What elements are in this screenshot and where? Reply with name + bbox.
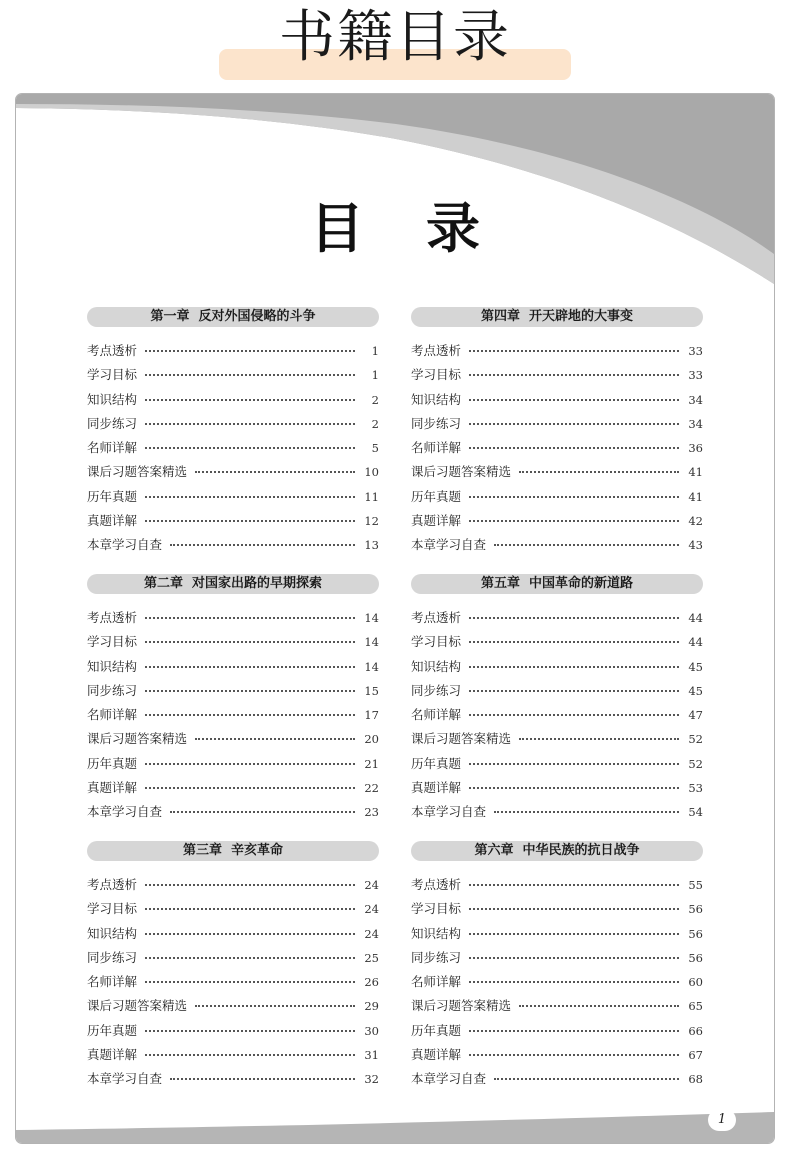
entry-page-number: 2 <box>371 392 379 407</box>
dot-leader <box>469 981 679 983</box>
entry-label: 课后习题答案精选 <box>411 998 512 1014</box>
dot-leader <box>145 763 355 765</box>
entry-label: 学习目标 <box>411 634 462 650</box>
chapter-section <box>87 574 379 827</box>
entry-page-number: 47 <box>688 708 703 723</box>
dot-leader <box>469 763 679 765</box>
toc-entry[interactable] <box>87 608 379 632</box>
dot-leader <box>145 981 355 983</box>
entry-label: 名师详解 <box>87 440 138 456</box>
entry-page-number: 1 <box>371 368 379 383</box>
toc-entry[interactable] <box>87 899 379 923</box>
toc-entry[interactable] <box>87 414 379 438</box>
entry-page-number: 54 <box>688 805 703 820</box>
entry-page-number: 56 <box>688 950 703 965</box>
entry-label: 课后习题答案精选 <box>411 731 512 747</box>
entry-label: 历年真题 <box>411 1022 462 1038</box>
entry-label: 真题详解 <box>411 780 462 796</box>
entry-label: 学习目标 <box>87 901 138 917</box>
entry-label: 名师详解 <box>411 440 462 456</box>
entry-page-number: 52 <box>688 732 703 747</box>
toc-entry[interactable] <box>87 487 379 511</box>
chapter-title: 第三章 辛亥革命 <box>87 841 379 861</box>
entry-label: 考点透析 <box>411 343 462 358</box>
entry-page-number: 22 <box>364 781 379 796</box>
chapter-title: 第二章 对国家出路的早期探索 <box>87 574 379 594</box>
entry-label: 历年真题 <box>87 488 138 504</box>
toc-entry[interactable] <box>411 511 703 535</box>
toc-entry[interactable] <box>87 365 379 389</box>
dot-leader <box>469 350 679 352</box>
dot-leader <box>469 1054 679 1056</box>
entry-page-number: 55 <box>688 878 703 892</box>
entry-label: 本章学习自查 <box>87 537 163 553</box>
entry-page-number: 5 <box>371 441 379 456</box>
entry-label: 本章学习自查 <box>411 537 487 553</box>
dot-leader <box>494 1078 679 1080</box>
toc-entry[interactable] <box>87 948 379 972</box>
toc-entry[interactable] <box>87 802 379 826</box>
entry-label: 同步练习 <box>411 682 462 698</box>
dot-leader <box>145 666 355 668</box>
entry-page-number: 15 <box>364 683 379 698</box>
dot-leader <box>145 1054 355 1056</box>
toc-entry[interactable] <box>87 1021 379 1045</box>
dot-leader <box>145 617 355 619</box>
dot-leader <box>170 1078 355 1080</box>
toc-entry[interactable] <box>87 1069 379 1093</box>
entry-label: 考点透析 <box>411 877 462 892</box>
toc-entry[interactable] <box>411 802 703 826</box>
entry-page-number: 33 <box>688 344 703 358</box>
toc-entry[interactable] <box>87 341 379 365</box>
dot-leader <box>469 957 679 959</box>
bottom-band <box>16 1112 774 1143</box>
entry-page-number: 45 <box>688 683 703 698</box>
entry-label: 同步练习 <box>87 682 138 698</box>
dot-leader <box>519 471 679 473</box>
entry-label: 本章学习自查 <box>87 804 163 820</box>
entry-page-number: 56 <box>688 926 703 941</box>
dot-leader <box>145 641 355 643</box>
entry-page-number: 67 <box>688 1048 703 1063</box>
dot-leader <box>469 399 679 401</box>
entry-label: 课后习题答案精选 <box>411 464 512 480</box>
dot-leader <box>145 933 355 935</box>
chapter-section <box>411 841 703 1094</box>
entry-label: 学习目标 <box>411 901 462 917</box>
dot-leader <box>145 423 355 425</box>
entry-page-number: 25 <box>364 950 379 965</box>
entry-label: 知识结构 <box>87 925 138 941</box>
entry-page-number: 65 <box>688 999 703 1014</box>
entry-page-number: 2 <box>371 416 379 431</box>
entry-page-number: 14 <box>364 611 379 625</box>
toc-entry[interactable] <box>411 632 703 656</box>
entry-page-number: 30 <box>364 1023 379 1038</box>
dot-leader <box>145 350 355 352</box>
chapter-section <box>411 574 703 827</box>
dot-leader <box>170 811 355 813</box>
toc-entry[interactable] <box>411 1069 703 1093</box>
toc-entry[interactable] <box>87 996 379 1020</box>
chapter-section <box>411 307 703 560</box>
entry-label: 名师详解 <box>411 707 462 723</box>
entry-label: 历年真题 <box>411 488 462 504</box>
dot-leader <box>145 399 355 401</box>
toc-entry[interactable] <box>87 705 379 729</box>
toc-entry[interactable] <box>411 657 703 681</box>
entry-label: 同步练习 <box>87 415 138 431</box>
toc-entry[interactable] <box>87 681 379 705</box>
toc-entry[interactable] <box>87 535 379 559</box>
entry-label: 考点透析 <box>411 610 462 625</box>
toc-entry[interactable] <box>87 462 379 486</box>
entry-page-number: 66 <box>688 1023 703 1038</box>
entry-page-number: 24 <box>364 902 379 917</box>
entry-label: 考点透析 <box>87 610 138 625</box>
entry-page-number: 68 <box>688 1072 703 1087</box>
toc-entry[interactable] <box>411 996 703 1020</box>
entry-page-number: 41 <box>688 489 703 504</box>
entry-page-number: 31 <box>364 1048 379 1063</box>
entry-label: 历年真题 <box>87 755 138 771</box>
toc-entry[interactable] <box>411 754 703 778</box>
dot-leader <box>494 544 679 546</box>
toc-entry[interactable] <box>411 875 703 899</box>
entry-label: 知识结构 <box>87 658 138 674</box>
dot-leader <box>469 884 679 886</box>
entry-page-number: 53 <box>688 781 703 796</box>
toc-entry[interactable] <box>411 705 703 729</box>
entry-page-number: 34 <box>688 416 703 431</box>
toc-entry[interactable] <box>411 778 703 802</box>
dot-leader <box>145 447 355 449</box>
banner-title: 书籍目录 <box>279 5 511 70</box>
entry-label: 考点透析 <box>87 343 138 358</box>
entry-list <box>87 341 379 560</box>
entry-label: 知识结构 <box>411 391 462 407</box>
dot-leader <box>469 714 679 716</box>
entry-label: 学习目标 <box>87 634 138 650</box>
toc-entry[interactable] <box>411 1021 703 1045</box>
dot-leader <box>469 666 679 668</box>
entry-label: 名师详解 <box>87 974 138 990</box>
entry-page-number: 10 <box>364 465 379 480</box>
entry-page-number: 21 <box>364 756 379 771</box>
entry-page-number: 44 <box>688 635 703 650</box>
toc-entry[interactable] <box>87 754 379 778</box>
toc-page <box>15 93 775 1144</box>
dot-leader <box>469 787 679 789</box>
toc-entry[interactable] <box>411 535 703 559</box>
entry-label: 本章学习自查 <box>411 804 487 820</box>
entry-page-number: 43 <box>688 538 703 553</box>
entry-page-number: 34 <box>688 392 703 407</box>
dot-leader <box>195 738 355 740</box>
entry-page-number: 13 <box>364 538 379 553</box>
entry-page-number: 11 <box>364 489 379 504</box>
entry-page-number: 56 <box>688 902 703 917</box>
dot-leader <box>145 1030 355 1032</box>
entry-list <box>411 341 703 560</box>
entry-label: 知识结构 <box>411 658 462 674</box>
dot-leader <box>145 690 355 692</box>
entry-label: 知识结构 <box>411 925 462 941</box>
entry-page-number: 60 <box>688 975 703 990</box>
dot-leader <box>469 690 679 692</box>
toc-entry[interactable] <box>87 511 379 535</box>
toc-entry[interactable] <box>411 972 703 996</box>
entry-label: 同步练习 <box>411 949 462 965</box>
entry-page-number: 12 <box>364 514 379 529</box>
entry-label: 真题详解 <box>87 1047 138 1063</box>
entry-page-number: 45 <box>688 659 703 674</box>
entry-label: 本章学习自查 <box>411 1071 487 1087</box>
entry-page-number: 14 <box>364 635 379 650</box>
dot-leader <box>170 544 355 546</box>
toc-entry[interactable] <box>411 462 703 486</box>
dot-leader <box>195 1005 355 1007</box>
entry-page-number: 33 <box>688 368 703 383</box>
toc-entry[interactable] <box>411 390 703 414</box>
toc-entry[interactable] <box>411 341 703 365</box>
entry-page-number: 41 <box>688 465 703 480</box>
entry-page-number: 23 <box>364 805 379 820</box>
entry-label: 学习目标 <box>87 367 138 383</box>
toc-entry[interactable] <box>87 438 379 462</box>
dot-leader <box>469 1030 679 1032</box>
chapter-title: 第一章 反对外国侵略的斗争 <box>87 307 379 327</box>
toc-entry[interactable] <box>87 875 379 899</box>
entry-label: 真题详解 <box>411 1047 462 1063</box>
entry-label: 历年真题 <box>87 1022 138 1038</box>
entry-label: 考点透析 <box>87 877 138 892</box>
toc-entry[interactable] <box>411 681 703 705</box>
chapter-section <box>87 307 379 560</box>
entry-page-number: 52 <box>688 756 703 771</box>
dot-leader <box>469 617 679 619</box>
toc-entry[interactable] <box>411 414 703 438</box>
entry-list <box>87 608 379 827</box>
entry-list <box>411 875 703 1094</box>
chapter-section <box>87 841 379 1094</box>
toc-entry[interactable] <box>411 1045 703 1069</box>
entry-page-number: 26 <box>364 975 379 990</box>
entry-label: 真题详解 <box>87 513 138 529</box>
entry-label: 同步练习 <box>87 949 138 965</box>
dot-leader <box>519 738 679 740</box>
toc-entry[interactable] <box>87 390 379 414</box>
entry-label: 名师详解 <box>87 707 138 723</box>
entry-page-number: 24 <box>364 926 379 941</box>
toc-entry[interactable] <box>411 487 703 511</box>
toc-entry[interactable] <box>411 899 703 923</box>
entry-label: 真题详解 <box>411 513 462 529</box>
dot-leader <box>145 374 355 376</box>
toc-entry[interactable] <box>87 972 379 996</box>
entry-page-number: 24 <box>364 878 379 892</box>
entry-label: 知识结构 <box>87 391 138 407</box>
toc-entry[interactable] <box>411 924 703 948</box>
entry-page-number: 42 <box>688 514 703 529</box>
toc-entry[interactable] <box>87 657 379 681</box>
dot-leader <box>469 447 679 449</box>
entry-label: 本章学习自查 <box>87 1071 163 1087</box>
entry-page-number: 29 <box>364 999 379 1014</box>
dot-leader <box>469 496 679 498</box>
entry-list <box>411 608 703 827</box>
dot-leader <box>469 520 679 522</box>
toc-entry[interactable] <box>87 1045 379 1069</box>
entry-label: 学习目标 <box>411 367 462 383</box>
dot-leader <box>145 908 355 910</box>
entry-label: 课后习题答案精选 <box>87 731 188 747</box>
dot-leader <box>469 933 679 935</box>
entry-label: 课后习题答案精选 <box>87 464 188 480</box>
chapter-title: 第四章 开天辟地的大事变 <box>411 307 703 327</box>
dot-leader <box>469 908 679 910</box>
entry-page-number: 36 <box>688 441 703 456</box>
dot-leader <box>469 374 679 376</box>
toc-entry[interactable] <box>411 365 703 389</box>
toc-entry[interactable] <box>87 924 379 948</box>
dot-leader <box>145 496 355 498</box>
entry-page-number: 14 <box>364 659 379 674</box>
chapter-title: 第六章 中华民族的抗日战争 <box>411 841 703 861</box>
dot-leader <box>469 641 679 643</box>
dot-leader <box>145 884 355 886</box>
toc-entry[interactable] <box>411 729 703 753</box>
entry-page-number: 1 <box>371 344 379 358</box>
dot-leader <box>145 714 355 716</box>
toc-entry[interactable] <box>411 948 703 972</box>
page-number: 1 <box>708 1109 736 1131</box>
dot-leader <box>469 423 679 425</box>
dot-leader <box>195 471 355 473</box>
toc-entry[interactable] <box>411 438 703 462</box>
toc-entry[interactable] <box>87 778 379 802</box>
dot-leader <box>145 787 355 789</box>
dot-leader <box>145 520 355 522</box>
dot-leader <box>519 1005 679 1007</box>
entry-label: 历年真题 <box>411 755 462 771</box>
entry-label: 同步练习 <box>411 415 462 431</box>
entry-label: 真题详解 <box>87 780 138 796</box>
dot-leader <box>494 811 679 813</box>
entry-label: 名师详解 <box>411 974 462 990</box>
entry-page-number: 44 <box>688 611 703 625</box>
entry-page-number: 20 <box>364 732 379 747</box>
entry-page-number: 17 <box>364 708 379 723</box>
toc-heading: 目录 <box>310 197 542 260</box>
entry-label: 课后习题答案精选 <box>87 998 188 1014</box>
entry-list <box>87 875 379 1094</box>
entry-page-number: 32 <box>364 1072 379 1087</box>
dot-leader <box>145 957 355 959</box>
toc-entry[interactable] <box>87 729 379 753</box>
chapter-title: 第五章 中国革命的新道路 <box>411 574 703 594</box>
toc-entry[interactable] <box>87 632 379 656</box>
toc-entry[interactable] <box>411 608 703 632</box>
